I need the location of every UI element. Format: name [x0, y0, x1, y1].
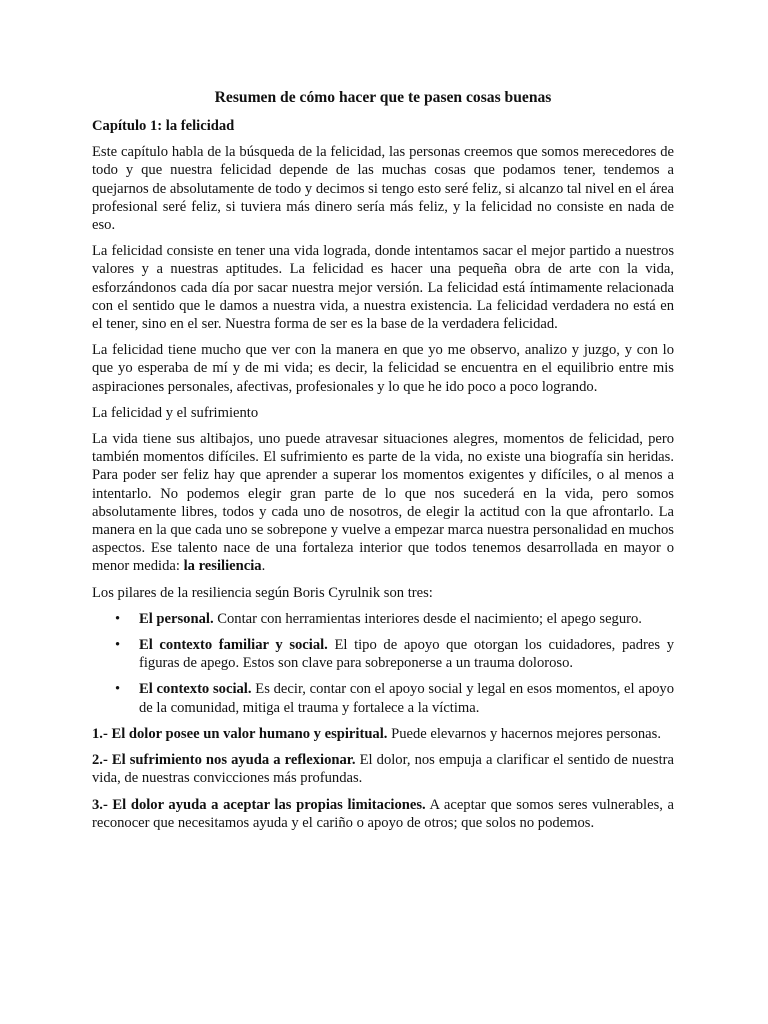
pillars-list [92, 610, 674, 717]
numbered-point-text: El dolor, nos empuja a clarificar el sentido de nuestra vida, de nuestras convicciones más profundas. [92, 752, 674, 787]
bullet-icon: • [115, 681, 121, 698]
resilience-term: la resiliencia [183, 558, 262, 575]
pillar-title: El contexto familiar y social. [139, 637, 328, 654]
numbered-point [92, 725, 674, 743]
paragraph-happiness-definition: La felicidad consiste en tener una vida lograda, donde intentamos sacar el mejor partido a nuestros valores y a nuestras aptitudes. La felicidad es hacer una pequeña obra de arte con la vida, esforzándonos cada día por sacar nuestra mejor versión. La felicidad está íntimamente relacionada con el sentido que le damos a nuestra vida, a nuestra existencia. La felicidad verdadera no está en el tener, sino en el ser. Nuestra forma de ser es la base de la verdadera felicidad. [92, 243, 674, 333]
numbered-point-title: 1.- El dolor posee un valor humano y espiritual. [92, 725, 388, 742]
pillar-title: El personal. [139, 610, 214, 627]
numbered-point-title: 3.- El dolor ayuda a aceptar las propias limitaciones. [92, 796, 426, 813]
chapter-heading: Capítulo 1: la felicidad [92, 118, 235, 134]
bullet-icon: • [115, 610, 121, 627]
paragraph-suffering [92, 430, 674, 576]
numbered-point-title: 2.- El sufrimiento nos ayuda a reflexionar. [92, 752, 356, 769]
numbered-point-text: A aceptar que somos seres vulnerables, a reconocer que necesitamos ayuda y el cariño o apoyo de otros; que solos no podemos. [92, 796, 675, 831]
suffering-text: La vida tiene sus altibajos, uno puede atravesar situaciones alegres, momentos de felicidad, pero también momentos difíciles. El sufrimiento es parte de la vida, no existe una biografía sin heridas. Para poder ser feliz hay que aprender a superar los momentos exigentes y difíciles, o al menos a intentarlo. No podemos elegir gran parte de lo que nos sucederá en la vida, pero somos absolutamente libres, todos y cada uno de nosotros, de elegir la actitud con la que afrontarlo. La manera en la que cada uno se sobrepone y vuelve a empezar marca nuestra personalidad en muchos aspectos. Ese talento nace de una fortaleza interior que todos tenemos desarrollada en mayor o menor medida: [92, 431, 674, 575]
numbered-point-text: Puede elevarnos y hacernos mejores personas. [387, 725, 661, 742]
bullet-icon: • [115, 637, 121, 654]
pillar-text: Contar con herramientas interiores desde el nacimiento; el apego seguro. [213, 610, 642, 627]
section-subheading: La felicidad y el sufrimiento [92, 404, 259, 421]
numbered-point [92, 751, 674, 787]
list-item [115, 610, 674, 628]
pillar-text: El tipo de apoyo que otorgan los cuidadores, padres y figuras de apego. Estos son clave para sobreponerse a un trauma doloroso. [139, 637, 674, 672]
list-item [115, 680, 675, 716]
pillar-text: Es decir, contar con el apoyo social y legal en esos momentos, el apoyo de la comunidad, mitiga el trauma y fortalece a la víctima. [139, 681, 675, 716]
paragraph-search-of-happiness: Este capítulo habla de la búsqueda de la felicidad, las personas creemos que somos merecedores de todo y que nuestra felicidad depende de las muchas cosas que podamos tener, tendemos a quejarnos de absolutamente de todo y decimos si tengo esto seré feliz, si alcanzo tal nivel en el área profesional seré feliz, si tuviera más dinero sería más feliz, y la felicidad no consiste en nada de eso. [92, 144, 674, 234]
suffering-period: . [261, 558, 266, 575]
numbered-point [92, 796, 674, 832]
list-item [115, 636, 674, 672]
pillars-intro: Los pilares de la resiliencia según Boris Cyrulnik son tres: [92, 584, 433, 601]
pillar-title: El contexto social. [139, 681, 252, 698]
document-page [92, 88, 674, 840]
paragraph-happiness-balance: La felicidad tiene mucho que ver con la manera en que yo me observo, analizo y juzgo, y con lo que yo esperaba de mí y de mi vida; es decir, la felicidad se encuentra en el equilibrio entre mis aspiraciones personales, afectivas, profesionales y lo que he ido poco a poco logrando. [92, 342, 674, 395]
document-title: Resumen de cómo hacer que te pasen cosas buenas [214, 89, 552, 106]
